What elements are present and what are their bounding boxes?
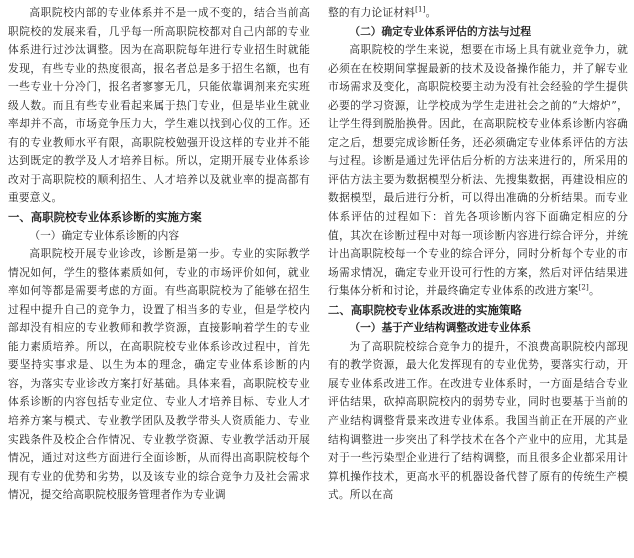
citation-ref: [2] [578, 283, 589, 292]
section-heading: 一、高职院校专业体系诊断的实施方案 [8, 210, 202, 225]
subsection-heading: （一）确定专业体系诊断的内容 [29, 228, 180, 242]
left-column [8, 4, 310, 505]
paragraph-text: 高职院校的学生来说，想要在市场上具有就业竞争力，就必须在在校期间掌握最新的技术及设备操作能力，并了解专业市场需求及变化，高职院校要主动为没有社会经验的学生提供必要的学习资源，让学校成为学生走进社会之前的“大熔炉”，让学生得到脱胎换骨。因此，在高职院校专业体系诊断内容确定之后，想要完成诊断任务，还必须确定专业体系评估的方法与过程。诊断是通过先评估后分析的方法来进行的，所采用的评估方法主要为数据模型分析法、先搜集数据，再建设相应的数据模型，最后进行分析，可以得出准确的分析结果。而专业体系评估的过程如下：首先各项诊断内容下面确定相应的分值，其次在诊断过程中对每一项诊断内容进行综合评分，并统计出高职院校每一个专业的综合评分，同时分析每个专业的市场需求情况，确定专业开设可行性的方案，然后对评估结果进行集体分析和讨论，并最终确定专业体系的改进方案 [328, 43, 628, 298]
continued-paragraph [328, 4, 628, 23]
continued-text: 整的有力论证材料 [328, 6, 416, 19]
subsection-heading: （一）基于产业结构调整改进专业体系 [349, 321, 532, 335]
body-paragraph [328, 41, 628, 301]
citation-ref: [1] [415, 5, 426, 14]
section-heading: 二、高职院校专业体系改进的实施策略 [328, 302, 522, 317]
body-paragraph: 为了高职院校综合竞争力的提升，不浪费高职院校内部现有的教学资源，最大化发挥现有的专业优势，要落实行动，开展专业体系改进工作。在改进专业体系时，一方面是结合专业评估结果，砍掉高职院校内的弱势专业，同时也要基于当前的产业结构调整背景来改进专业体系。我国当前正在开展的产业结构调整进一步突出了科学技术在各个产业中的应用，尤其是对于一些污染型企业进行了结构调整，而且很多企业都采用计算机操作技术，更高水平的机器设备代替了原有的传统生产模式。所以在高 [328, 339, 628, 502]
body-paragraph: 高职院校开展专业诊改，诊断是第一步。专业的实际教学情况如何，学生的整体素质如何，专业的市场评价如何，就业率如何等都是需要考虑的方面。有些高职院校为了能够在招生过程中提升自己的竞争力，设置了相当多的专业，但是学校内部却没有相应的专业教师和教学资源，直接影响着学生的专业能力素质培养。所以，在高职院校专业体系诊改过程中，首先要坚持实事求是、以生为本的理念，确定专业体系诊断的内容，为落实专业诊改方案打好基础。具体来看，高职院校专业体系诊断的内容包括专业定位、专业人才培养目标、专业人才培养方案与模式、专业教学团队及教学带头人资质能力、专业实践条件及校企合作情况、专业教学资源、专业教学活动开展情况，通过对这些方面进行全面诊断，从而得出高职院校每个现有专业的优势和劣势，以及该专业的综合竞争力及社会需求情况，提交给高职院校服务管理者作为专业调 [8, 247, 310, 502]
sentence-end: 。 [588, 284, 600, 298]
sentence-end: 。 [425, 6, 437, 19]
right-column [328, 4, 628, 505]
body-paragraph: 高职院校内部的专业体系并不是一成不变的，结合当前高职院校的发展来看，几乎每一所高职院校都对自己内部的专业体系进行过沙汰调整。因为在高职院每年进行专业招生时就能发现，有些专业的热度很高，报名者总是多于招生名额，也有一些专业十分冷门，报名者寥寥无几，只能依靠调剂来充实班级人数。而且有些专业看起来属于热门专业，但是毕业生就业率却并不高，市场竞争压力大，学生难以找到心仪的工作。还有的专业教师水平有限，高职院校勉强开设这样的专业并不能达到既定的教学及人才培养目标。所以，定期开展专业体系诊改对于高职院校的顺利招生、人才培养以及就业率的提高都有重要意义。 [8, 6, 310, 205]
subsection-heading: （二）确定专业体系评估的方法与过程 [349, 24, 532, 38]
